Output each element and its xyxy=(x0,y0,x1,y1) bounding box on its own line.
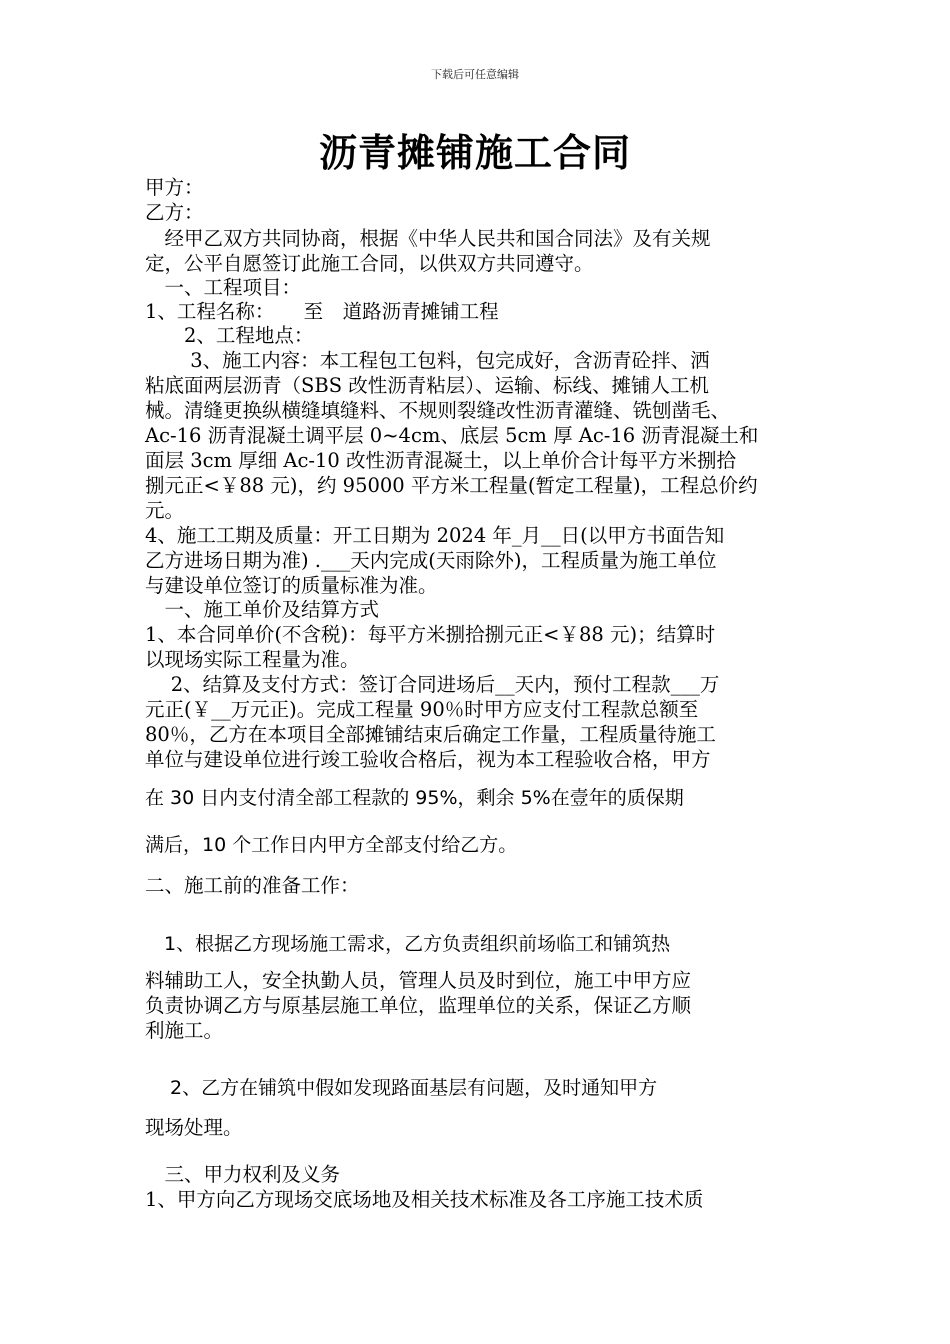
paragraph-line: 粘底面两层沥青（SBS 改性沥青粘层）、运输、标线、摊铺人工机 xyxy=(145,374,709,397)
paragraph-line: 1、工程名称： 至 道路沥青摊铺工程 xyxy=(145,300,499,323)
paragraph-line: 以现场实际工程量为准。 xyxy=(145,648,360,671)
section-heading: 二、施工前的准备工作： xyxy=(145,874,360,897)
paragraph-line: 捌元正<￥88 元)，约 95000 平方米工程量(暂定工程量)，工程总价约 xyxy=(145,474,758,497)
paragraph-line: 经甲乙双方共同协商，根据《中华人民共和国合同法》及有关规 xyxy=(145,227,711,250)
paragraph-line: 料辅助工人，安全执勤人员，管理人员及时到位，施工中甲方应 xyxy=(145,969,692,992)
section-heading: 一、工程项目： xyxy=(145,276,302,299)
paragraph-line: 1、甲方向乙方现场交底场地及相关技术标准及各工序施工技术质 xyxy=(145,1188,704,1211)
party-b-line: 乙方： xyxy=(145,201,204,224)
section-heading: 一、施工单价及结算方式 xyxy=(145,598,380,621)
paragraph-line: 定，公平自愿签订此施工合同，以供双方共同遵守。 xyxy=(145,252,594,275)
paragraph-line: 2、工程地点： xyxy=(145,324,314,347)
paragraph-line: 利施工。 xyxy=(145,1019,224,1042)
party-a-line: 甲方： xyxy=(145,176,204,199)
paragraph-line: 乙方进场日期为准) .___天内完成(天雨除外)，工程质量为施工单位 xyxy=(145,549,717,572)
paragraph-line: 单位与建设单位进行竣工验收合格后，视为本工程验收合格，甲方 xyxy=(145,748,711,771)
paragraph-line: 3、施工内容：本工程包工包料，包完成好，含沥青砼拌、洒 xyxy=(145,349,710,372)
paragraph-line: 现场处理。 xyxy=(145,1116,243,1139)
paragraph-line: 满后，10 个工作日内甲方全部支付给乙方。 xyxy=(145,834,518,856)
paragraph-line: 在 30 日内支付清全部工程款的 95%，剩余 5%在壹年的质保期 xyxy=(145,787,684,809)
paragraph-line: 4、施工工期及质量：开工日期为 2024 年_月__日(以甲方书面告知 xyxy=(145,524,725,547)
paragraph-line: 2、乙方在铺筑中假如发现路面基层有问题，及时通知甲方 xyxy=(145,1077,658,1099)
paragraph-line: 面层 3cm 厚细 Ac-10 改性沥青混凝土，以上单价合计每平方米捌拾 xyxy=(145,449,737,472)
header-note: 下载后可任意编辑 xyxy=(431,68,519,81)
section-heading: 三、甲力权利及义务 xyxy=(145,1163,341,1186)
paragraph-line: 负责协调乙方与原基层施工单位，监理单位的关系，保证乙方顺 xyxy=(145,994,692,1017)
paragraph-line: 80％，乙方在本项目全部摊铺结束后确定工作量，工程质量待施工 xyxy=(145,723,716,746)
paragraph-line: 1、根据乙方现场施工需求，乙方负责组织前场临工和铺筑热 xyxy=(145,933,671,955)
paragraph-line: 2、结算及支付方式：签订合同进场后__天内，预付工程款___万 xyxy=(145,673,720,696)
document-title: 沥青摊铺施工合同 xyxy=(318,130,631,175)
paragraph-line: 元正(￥__万元正)。完成工程量 90％时甲方应支付工程款总额至 xyxy=(145,698,699,721)
paragraph-line: 元。 xyxy=(145,499,185,522)
paragraph-line: 械。清缝更换纵横缝填缝料、不规则裂缝改性沥青灌缝、铣刨凿毛、 xyxy=(145,399,731,422)
paragraph-line: 1、本合同单价(不含税)：每平方米捌拾捌元正<￥88 元)；结算时 xyxy=(145,623,716,646)
paragraph-line: 与建设单位签订的质量标准为准。 xyxy=(145,574,438,597)
paragraph-line: Ac-16 沥青混凝土调平层 0~4cm、底层 5cm 厚 Ac-16 沥青混凝土和 xyxy=(145,424,759,447)
